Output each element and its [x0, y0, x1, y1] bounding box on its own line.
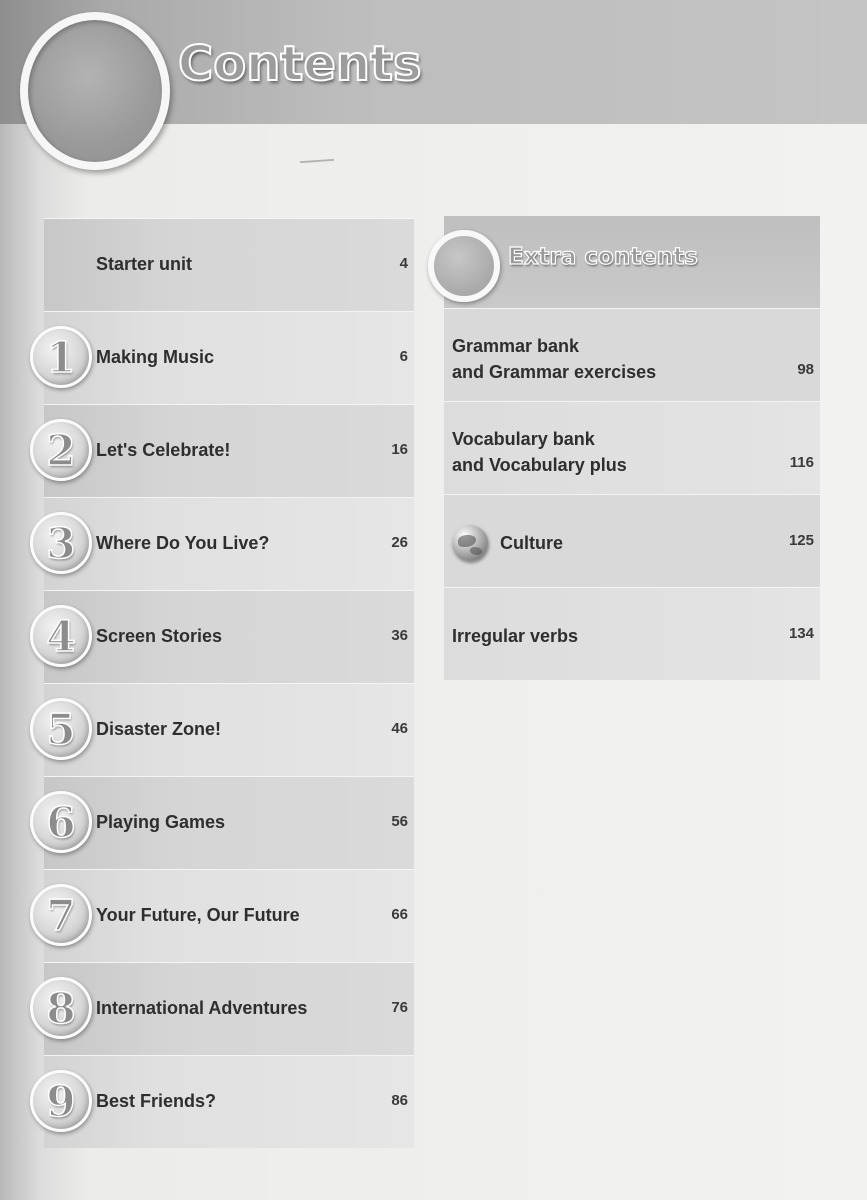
unit-number-badge	[30, 326, 92, 388]
unit-row-6[interactable]	[44, 776, 414, 869]
unit-number-badge	[30, 419, 92, 481]
unit-number: 4	[46, 612, 76, 661]
extra-item-title: Culture	[500, 533, 563, 553]
unit-number: 8	[46, 984, 76, 1033]
unit-title: Starter unit	[96, 254, 193, 274]
unit-number-badge	[30, 698, 92, 760]
unit-number: 9	[46, 1077, 76, 1126]
unit-number-badge	[30, 605, 92, 667]
unit-number-badge	[30, 512, 92, 574]
extra-item-line1: Vocabulary bank	[452, 429, 595, 449]
unit-title: Disaster Zone!	[96, 719, 222, 739]
unit-row-4[interactable]	[44, 590, 414, 683]
unit-row-5[interactable]	[44, 683, 414, 776]
unit-row-8[interactable]	[44, 962, 414, 1055]
unit-number: 6	[46, 798, 76, 847]
unit-page-number: 66	[391, 906, 408, 923]
unit-number: 2	[46, 426, 76, 475]
extra-item-page: 98	[797, 361, 814, 378]
extra-row-vocabulary[interactable]	[444, 401, 820, 494]
extra-item-line2: and Vocabulary plus	[452, 455, 627, 475]
unit-number-badge	[30, 791, 92, 853]
unit-row-9[interactable]	[44, 1055, 414, 1148]
globe-icon	[452, 525, 488, 561]
unit-row-3[interactable]	[44, 497, 414, 590]
unit-number-badge	[30, 977, 92, 1039]
extra-contents-header	[444, 216, 820, 308]
unit-number-badge	[30, 884, 92, 946]
extra-row-culture[interactable]	[444, 494, 820, 587]
extra-contents-title: Extra contents	[508, 244, 698, 270]
unit-number: 1	[46, 333, 76, 382]
unit-page-number: 56	[391, 813, 408, 830]
unit-number: 3	[46, 519, 76, 568]
unit-title: Playing Games	[96, 812, 226, 832]
extra-row-irregular-verbs[interactable]	[444, 587, 820, 680]
unit-row-7[interactable]	[44, 869, 414, 962]
extra-item-page: 125	[788, 532, 814, 549]
unit-title: Best Friends?	[96, 1091, 217, 1111]
extra-item-title	[452, 426, 627, 478]
unit-page-number: 4	[399, 255, 408, 272]
extra-contents-panel	[444, 216, 820, 680]
unit-page-number: 76	[391, 999, 408, 1016]
unit-row-2[interactable]	[44, 404, 414, 497]
unit-page-number: 6	[399, 348, 408, 365]
extra-item-line1: Grammar bank	[452, 336, 580, 356]
unit-page-number: 86	[391, 1092, 408, 1109]
extra-item-title	[452, 333, 656, 385]
unit-page-number: 46	[391, 720, 408, 737]
unit-contents-panel	[44, 218, 414, 1148]
unit-number: 5	[46, 705, 76, 754]
unit-number-badge	[30, 1070, 92, 1132]
unit-title: Where Do You Live?	[96, 533, 270, 553]
unit-title: Let's Celebrate!	[96, 440, 231, 460]
extra-item-line2: and Grammar exercises	[452, 362, 657, 382]
header-ring-decoration	[20, 12, 170, 170]
unit-page-number: 36	[391, 627, 408, 644]
extra-item-page: 134	[788, 625, 814, 642]
unit-page-number: 16	[391, 441, 408, 458]
unit-page-number: 26	[391, 534, 408, 551]
extra-row-grammar[interactable]	[444, 308, 820, 401]
unit-title: International Adventures	[96, 998, 308, 1018]
page-title: Contents	[178, 36, 422, 92]
unit-number: 7	[46, 891, 76, 940]
ring-decoration	[428, 230, 500, 302]
unit-title: Making Music	[96, 347, 215, 367]
unit-row-1[interactable]	[44, 311, 414, 404]
extra-item-page: 116	[789, 454, 814, 471]
unit-row-starter[interactable]	[44, 218, 414, 311]
unit-title: Screen Stories	[96, 626, 223, 646]
unit-title: Your Future, Our Future	[96, 905, 300, 925]
extra-item-title: Irregular verbs	[452, 626, 579, 646]
